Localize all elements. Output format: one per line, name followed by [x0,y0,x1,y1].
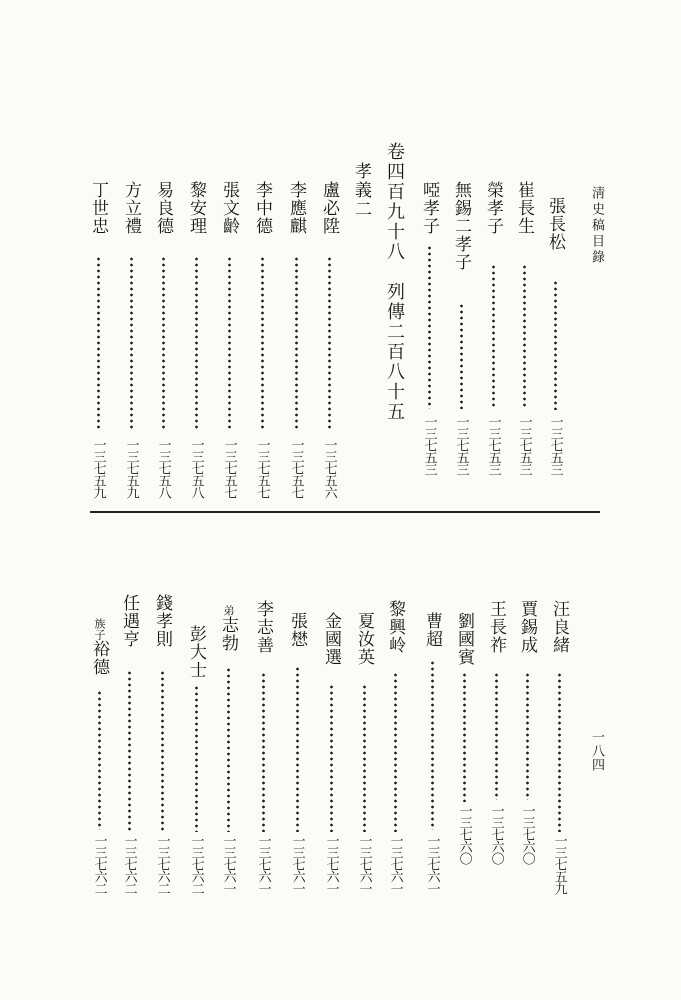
entry-page: 一三七五三 [485,415,501,475]
entry-page: 一三七五三 [516,415,532,475]
entry-prefix: 族子 [93,618,106,640]
entry-name [487,600,504,654]
entry-page: 一三七六一 [289,834,305,894]
leader-dots [128,670,131,832]
entry-name: 方立禮 [121,181,141,235]
entry-name [120,594,137,648]
leader-dots [526,672,529,800]
entry-name: 榮孝子 [483,181,503,235]
entry-page: 一三七六二 [91,834,107,894]
leader-dots [431,660,434,830]
entry-name: 丁世忠 [88,181,108,235]
entry-name [254,600,271,654]
entry-page: 一三七六一 [323,834,339,894]
leader-dots [195,256,198,431]
entry-page: 一三七五七 [221,438,237,498]
section-divider [90,511,600,513]
entry-name-text: 李志善 [253,600,273,654]
entry-name [518,600,535,654]
leader-dots [195,685,198,832]
entry-name: 張長松 [545,197,565,251]
entry-page: 一三七五八 [155,438,171,498]
entry-page: 一三七五三 [421,415,437,475]
leader-dots [161,670,164,832]
entry-name-text: 任遇亨 [119,594,139,648]
leader-dots [97,256,100,431]
entry-name-text: 汪良緒 [549,600,569,654]
leader-dots [295,256,298,431]
entry-name: 張文齡 [219,181,239,235]
leader-dots [492,264,495,409]
entry-name-text: 裕德 [89,640,109,676]
entry-name: 李應麒 [286,181,306,235]
entry-name-text: 彭大士 [186,625,206,679]
leader-dots [262,672,265,832]
entry-name: 易良德 [153,181,173,235]
leader-dots [328,256,331,431]
leader-dots [460,303,463,409]
leader-dots [330,684,333,832]
entry-page: 一三七五八 [188,438,204,498]
entry-page: 一三七六一 [387,834,403,894]
leader-dots [227,667,230,832]
entry-page: 一三七六〇 [488,804,504,864]
entry-name-text: 夏汝英 [354,612,374,666]
leader-dots [98,690,101,830]
section-heading: 孝義二 [351,162,371,219]
entry-page: 一三七六一 [220,834,236,894]
entry-name-text: 賈錫成 [517,600,537,654]
entry-name-text: 劉國賓 [454,612,474,666]
leader-dots [463,672,466,802]
entry-name: 啞孝子 [419,181,439,235]
leader-dots [261,256,264,431]
entry-page: 一三七六〇 [519,804,535,864]
leader-dots [162,256,165,431]
leader-dots [130,256,133,431]
entry-name [550,600,567,654]
entry-name-text: 志勃 [218,616,238,652]
chapter-heading: 卷四百九十八 列傳二百八十五 [384,142,405,422]
entry-page: 一三七六二 [121,834,137,894]
entry-name [288,612,305,648]
entry-name-text: 曹超 [422,612,442,648]
entry-name-text: 黎興岭 [385,600,405,654]
page-number: 一八四 [589,730,604,772]
entry-name-text: 張𢡟 [287,612,307,648]
entry-page: 一三七六二 [154,834,170,894]
entry-page: 一三七五三 [453,415,469,475]
entry-name: 黎安理 [186,181,206,235]
entry-page: 一三七六一 [356,834,372,894]
entry-name-text: 金國選 [321,612,341,666]
leader-dots [394,672,397,832]
entry-page: 一三七五九 [90,438,106,498]
entry-name: 李中德 [252,181,272,235]
entry-name [386,600,403,654]
entry-name [187,625,204,679]
book-header-title: 淸史稿目錄 [589,186,604,266]
entry-name [423,612,440,648]
leader-dots [363,684,366,832]
entry-page: 一三七五七 [288,438,304,498]
entry-name [153,594,170,648]
entry-prefix: 弟 [222,605,235,616]
entry-page: 一三七六〇 [456,804,472,864]
leader-dots [296,666,299,832]
entry-page: 一三七六一 [424,834,440,894]
leader-dots [523,264,526,409]
entry-name [355,612,372,666]
entry-name: 盧必陞 [319,181,339,235]
entry-page: 一三七五七 [254,438,270,498]
entry-page: 一三七五六 [321,438,337,498]
leader-dots [554,280,557,410]
entry-name: 無錫二孝子 [451,181,471,271]
entry-page: 一三七六二 [188,834,204,894]
entry-page: 一三七六一 [255,834,271,894]
leader-dots [495,672,498,800]
leader-dots [428,245,431,409]
entry-page: 一三七五九 [551,834,567,894]
entry-page: 一三七五九 [123,438,139,498]
entry-name [90,618,107,676]
entry-name-text: 錢孝則 [152,594,172,648]
entry-page: 一三七五三 [547,415,563,475]
entry-name-text: 王長祚 [486,600,506,654]
entry-name [322,612,339,666]
entry-name [455,612,472,666]
entry-name: 崔長生 [514,181,534,235]
entry-name [219,605,236,652]
leader-dots [228,256,231,431]
leader-dots [558,672,561,832]
